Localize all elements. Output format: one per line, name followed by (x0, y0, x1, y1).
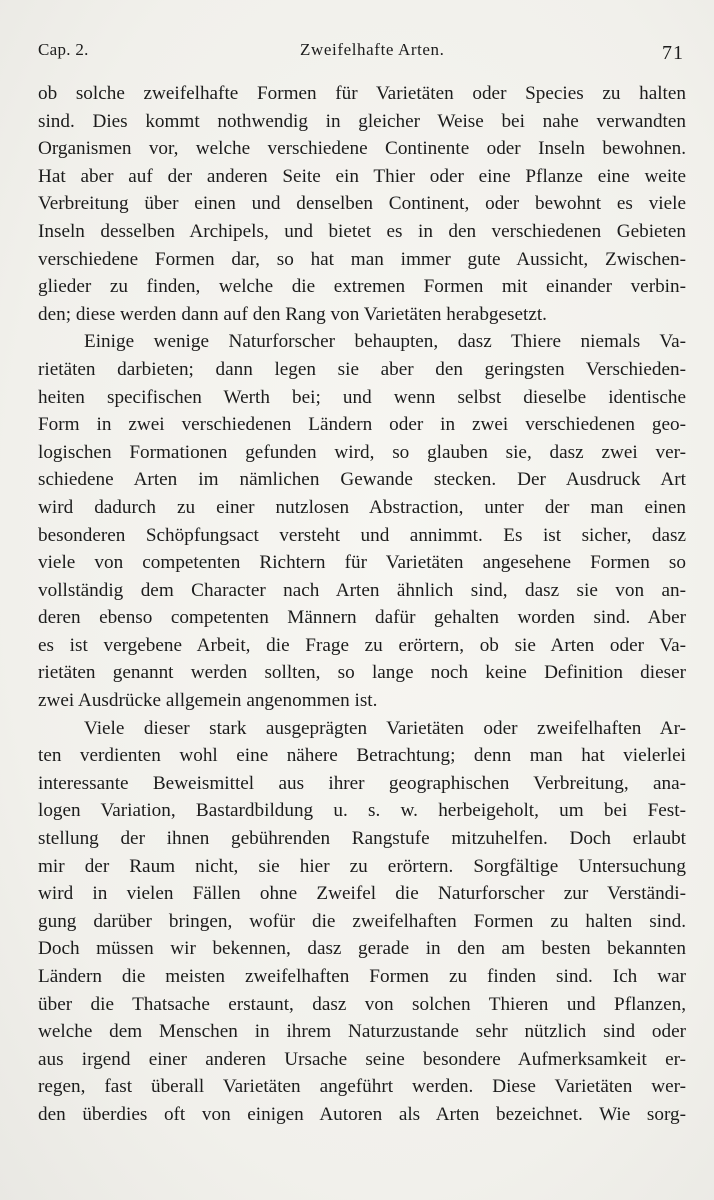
text-line: zwei Ausdrücke allgemein angenommen ist. (38, 690, 378, 712)
text-line: ob solche zweifelhafte Formen für Varietäten oder Species zu halten (38, 83, 686, 104)
text-line: über die Thatsache erstaunt, dasz von solchen Thieren und Pflanzen, (38, 993, 686, 1015)
text-line: regen, fast überall Varietäten angeführt werden. Diese Varietäten wer- (38, 1076, 686, 1098)
text-line: verschiedene Formen dar, so hat man immer gute Aussicht, Zwischen- (38, 248, 686, 270)
text-line: ten verdienten wohl eine nähere Betrachtung; denn man hat vielerlei (38, 745, 686, 767)
chapter-label: Cap. 2. (38, 40, 89, 59)
text-line: stellung der ihnen gebührenden Rangstufe mitzuhelfen. Doch erlaubt (38, 828, 686, 850)
text-line: Viele dieser stark ausgeprägten Varietäten oder zweifelhaften Ar- (84, 717, 686, 739)
text-line: Inseln desselben Archipels, und bietet es in den verschiedenen Gebieten (38, 220, 686, 242)
text-line: den überdies oft von einigen Autoren als Arten bezeichnet. Wie sorg- (38, 1103, 686, 1125)
text-line: aus irgend einer anderen Ursache seine besondere Aufmerksamkeit er- (38, 1048, 686, 1070)
text-line: deren ebenso competenten Männern dafür gehalten worden sind. Aber (38, 607, 686, 629)
text-line: wird in vielen Fällen ohne Zweifel die Naturforscher zur Verständi- (38, 883, 686, 905)
body-text (38, 80, 686, 1129)
text-line: Verbreitung über einen und denselben Continent, oder bewohnt es viele (38, 193, 686, 215)
page-number: 71 (662, 42, 684, 64)
text-line: logischen Formationen gefunden wird, so glauben sie, dasz zwei ver- (38, 441, 686, 463)
text-line: welche dem Menschen in ihrem Naturzustande sehr nützlich sind oder (38, 1021, 686, 1043)
text-line: rietäten darbieten; dann legen sie aber den geringsten Verschieden- (38, 358, 686, 380)
text-line: rietäten genannt werden sollten, so lange noch keine Definition dieser (38, 662, 686, 684)
text-line: Einige wenige Naturforscher behaupten, dasz Thiere niemals Va- (84, 331, 686, 353)
text-line: wird dadurch zu einer nutzlosen Abstraction, unter der man einen (38, 496, 686, 518)
text-line: Doch müssen wir bekennen, dasz gerade in den am besten bekannten (38, 938, 686, 960)
text-line: Form in zwei verschiedenen Ländern oder in zwei verschiedenen geo- (38, 414, 686, 436)
running-title: Zweifelhafte Arten. (300, 40, 445, 59)
text-line: logen Variation, Bastardbildung u. s. w. herbeigeholt, um bei Fest- (38, 800, 686, 822)
text-line: glieder zu finden, welche die extremen Formen mit einander verbin- (38, 276, 686, 298)
text-line: es ist vergebene Arbeit, die Frage zu erörtern, ob sie Arten oder Va- (38, 634, 686, 656)
text-line: mir der Raum nicht, sie hier zu erörtern. Sorgfältige Untersuchung (38, 855, 686, 877)
text-line: Hat aber auf der anderen Seite ein Thier oder eine Pflanze eine weite (38, 165, 686, 187)
text-line: Ländern die meisten zweifelhaften Formen zu finden sind. Ich war (38, 966, 686, 987)
text-line: besonderen Schöpfungsact versteht und annimmt. Es ist sicher, dasz (38, 524, 686, 546)
text-line: gung darüber bringen, wofür die zweifelhaften Formen zu halten sind. (38, 910, 686, 932)
text-line: heiten specifischen Werth bei; und wenn selbst dieselbe identische (38, 386, 686, 408)
text-line: schiedene Arten im nämlichen Gewande stecken. Der Ausdruck Art (38, 469, 686, 491)
text-line: den; diese werden dann auf den Rang von Varietäten herabgesetzt. (38, 303, 547, 325)
text-line: sind. Dies kommt nothwendig in gleicher Weise bei nahe verwandten (38, 110, 686, 132)
text-line: Organismen vor, welche verschiedene Continente oder Inseln bewohnen. (38, 138, 686, 160)
text-line: interessante Beweismittel aus ihrer geographischen Verbreitung, ana- (38, 772, 686, 794)
text-line: vollständig dem Character nach Arten ähnlich sind, dasz sie von an- (38, 579, 686, 601)
running-header (38, 36, 684, 66)
text-line: viele von competenten Richtern für Varietäten angesehene Formen so (38, 552, 686, 574)
